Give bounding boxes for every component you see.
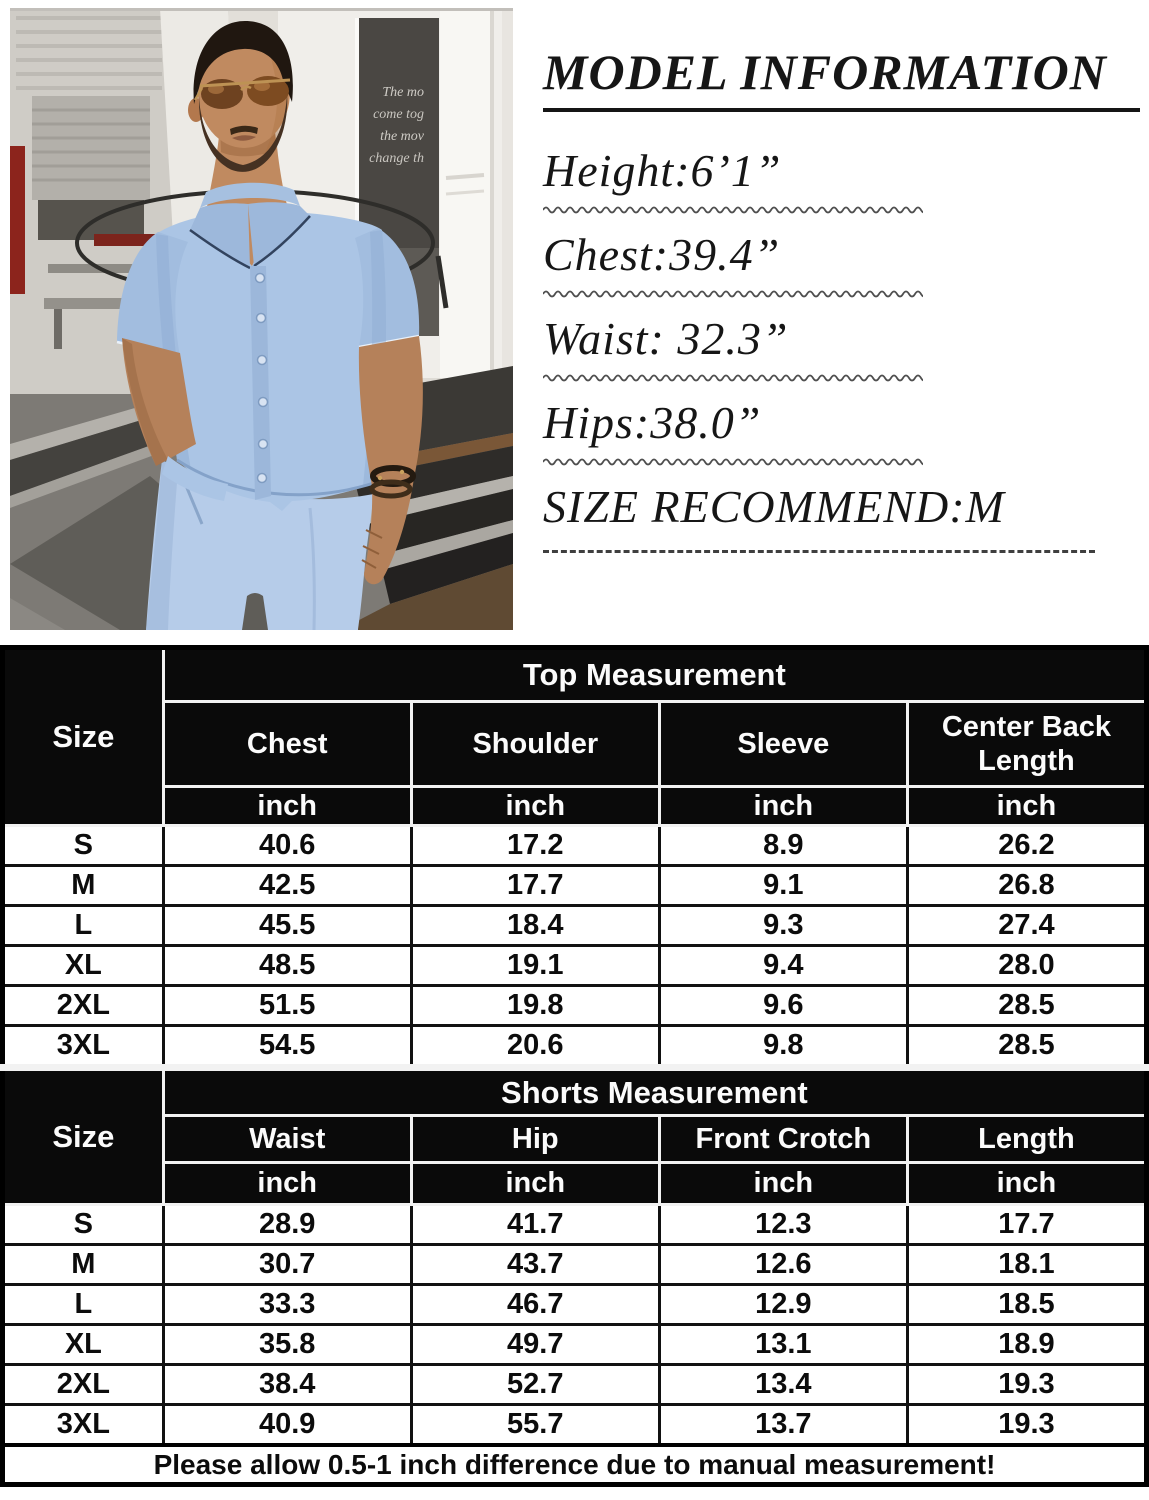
column-header-shoulder: Shoulder	[411, 702, 659, 787]
table-row	[3, 1205, 1147, 1245]
measurement-cell: 28.9	[163, 1205, 411, 1245]
measurement-cell: 18.1	[907, 1245, 1146, 1285]
measurement-cell: 9.4	[659, 946, 907, 986]
column-header-sleeve: Sleeve	[659, 702, 907, 787]
model-chest: Chest:39.4”	[543, 229, 781, 280]
size-table	[0, 645, 1149, 1487]
photo-scene	[10, 8, 513, 630]
model-info-title: MODEL INFORMATION	[543, 44, 1140, 112]
table-title-shorts: Shorts Measurement	[163, 1068, 1146, 1116]
measurement-cell: 18.9	[907, 1325, 1146, 1365]
size-cell: S	[3, 826, 164, 866]
size-cell: M	[3, 1245, 164, 1285]
measurement-cell: 12.6	[659, 1245, 907, 1285]
measurement-cell: 41.7	[411, 1205, 659, 1245]
unit-label: inch	[163, 1163, 411, 1205]
measurement-cell: 42.5	[163, 866, 411, 906]
table-row	[3, 1365, 1147, 1405]
size-cell: XL	[3, 1325, 164, 1365]
garage-door	[32, 96, 150, 240]
table-row	[3, 1285, 1147, 1325]
model-shirt	[156, 211, 387, 511]
size-column-header: Size	[3, 1068, 164, 1205]
window-text-line: change th	[369, 151, 424, 166]
measurement-cell: 17.7	[411, 866, 659, 906]
size-cell: 2XL	[3, 1365, 164, 1405]
size-cell: 3XL	[3, 1405, 164, 1446]
measurement-cell: 33.3	[163, 1285, 411, 1325]
measurement-cell: 49.7	[411, 1325, 659, 1365]
unit-label: inch	[411, 1163, 659, 1205]
measurement-cell: 46.7	[411, 1285, 659, 1325]
measurement-cell: 19.1	[411, 946, 659, 986]
measurement-cell: 18.4	[411, 906, 659, 946]
measurement-cell: 20.6	[411, 1026, 659, 1068]
table-row	[3, 1026, 1147, 1068]
pilaster-column	[440, 8, 490, 398]
column-header-chest: Chest	[163, 702, 411, 787]
measurement-cell: 8.9	[659, 826, 907, 866]
measurement-cell: 17.2	[411, 826, 659, 866]
measurement-cell: 35.8	[163, 1325, 411, 1365]
window-text-line: the mov	[380, 129, 424, 144]
measurement-cell: 43.7	[411, 1245, 659, 1285]
measurement-cell: 12.9	[659, 1285, 907, 1325]
unit-label: inch	[163, 787, 411, 826]
measurement-cell: 30.7	[163, 1245, 411, 1285]
measurement-cell: 19.8	[411, 986, 659, 1026]
column-header-waist: Waist	[163, 1116, 411, 1163]
dashed-divider	[543, 550, 1095, 553]
table-title-top: Top Measurement	[163, 648, 1146, 702]
wavy-divider	[543, 372, 923, 384]
measurement-cell: 40.6	[163, 826, 411, 866]
size-column-header: Size	[3, 648, 164, 826]
model-photo	[10, 8, 513, 630]
size-recommend: SIZE RECOMMEND:M	[543, 481, 1005, 532]
measurement-cell: 9.1	[659, 866, 907, 906]
measurement-cell: 9.6	[659, 986, 907, 1026]
size-cell: S	[3, 1205, 164, 1245]
measurement-cell: 28.0	[907, 946, 1146, 986]
measurement-cell: 17.7	[907, 1205, 1146, 1245]
size-cell: 3XL	[3, 1026, 164, 1068]
wavy-divider	[543, 456, 923, 468]
red-wall-strip	[10, 146, 25, 294]
table-row	[3, 866, 1147, 906]
measurement-cell: 40.9	[163, 1405, 411, 1446]
wavy-divider	[543, 288, 923, 300]
model-height: Height:6’1”	[543, 145, 782, 196]
measurement-cell: 13.1	[659, 1325, 907, 1365]
measurement-cell: 19.3	[907, 1405, 1146, 1446]
size-cell: L	[3, 1285, 164, 1325]
measurement-cell: 26.2	[907, 826, 1146, 866]
table-row	[3, 1325, 1147, 1365]
column-header-center-back-length: Center Back Length	[907, 702, 1146, 787]
table-row	[3, 1405, 1147, 1446]
measurement-cell: 28.5	[907, 986, 1146, 1026]
measurement-cell: 38.4	[163, 1365, 411, 1405]
size-cell: L	[3, 906, 164, 946]
table-row	[3, 906, 1147, 946]
column-header-length: Length	[907, 1116, 1146, 1163]
table-row	[3, 986, 1147, 1026]
window-text-line: The mo	[382, 85, 424, 100]
measurement-cell: 28.5	[907, 1026, 1146, 1068]
unit-label: inch	[659, 787, 907, 826]
measurement-cell: 52.7	[411, 1365, 659, 1405]
size-cell: M	[3, 866, 164, 906]
measurement-cell: 13.4	[659, 1365, 907, 1405]
table-row	[3, 1245, 1147, 1285]
measurement-note: Please allow 0.5-1 inch difference due to manual measurement!	[3, 1445, 1147, 1485]
model-hips: Hips:38.0”	[543, 397, 762, 448]
measurement-cell: 19.3	[907, 1365, 1146, 1405]
measurement-cell: 48.5	[163, 946, 411, 986]
measurement-cell: 9.3	[659, 906, 907, 946]
size-cell: 2XL	[3, 986, 164, 1026]
measurement-cell: 12.3	[659, 1205, 907, 1245]
table-row	[3, 826, 1147, 866]
window-text-line: come tog	[373, 107, 424, 122]
measurement-cell: 26.8	[907, 866, 1146, 906]
unit-label: inch	[659, 1163, 907, 1205]
measurement-cell: 18.5	[907, 1285, 1146, 1325]
measurement-cell: 51.5	[163, 986, 411, 1026]
measurement-cell: 13.7	[659, 1405, 907, 1446]
model-information-panel	[543, 44, 1140, 553]
measurement-cell: 55.7	[411, 1405, 659, 1446]
table-row	[3, 946, 1147, 986]
wavy-divider	[543, 204, 923, 216]
measurement-cell: 9.8	[659, 1026, 907, 1068]
column-header-front-crotch: Front Crotch	[659, 1116, 907, 1163]
unit-label: inch	[907, 1163, 1146, 1205]
measurement-cell: 27.4	[907, 906, 1146, 946]
measurement-cell: 54.5	[163, 1026, 411, 1068]
model-waist: Waist: 32.3”	[543, 313, 789, 364]
size-cell: XL	[3, 946, 164, 986]
measurement-cell: 45.5	[163, 906, 411, 946]
unit-label: inch	[411, 787, 659, 826]
column-header-hip: Hip	[411, 1116, 659, 1163]
unit-label: inch	[907, 787, 1146, 826]
